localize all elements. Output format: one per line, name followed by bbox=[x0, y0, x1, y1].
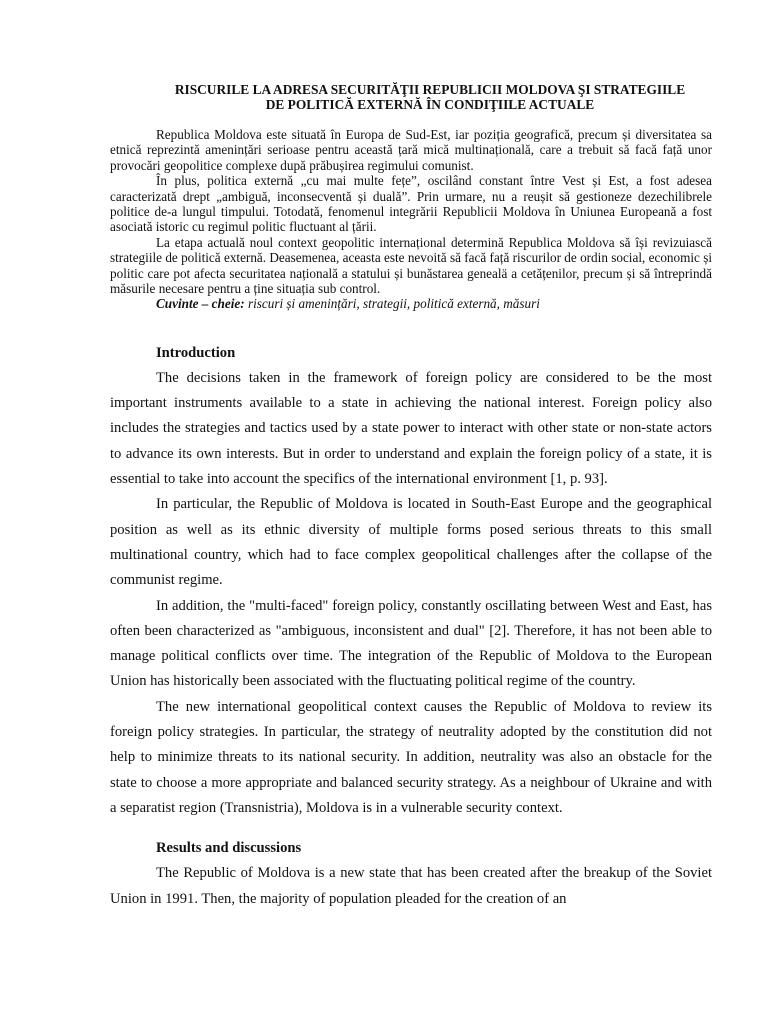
body-paragraph: In addition, the "multi-faced" foreign policy, constantly oscillating between West and East, has often been characterized as "ambiguous, inconsistent and dual" [2]. Therefore, it has not been able to manage political conflicts over time. The integration of the Republic of Moldova to the European Union has historically been associated with the fluctuating political regime of the country. bbox=[110, 597, 712, 690]
body-paragraph: In particular, the Republic of Moldova is located in South-East Europe and the geographical position as well as its ethnic diversity of multiple forms posed serious threats to this small multinational country, which had to face complex geopolitical challenges after the collapse of the communist regime. bbox=[110, 496, 712, 589]
keywords-text: riscuri și amenințări, strategii, politică externă, măsuri bbox=[247, 296, 540, 312]
keywords-label: Cuvinte – cheie: bbox=[156, 296, 245, 312]
title-line-2: DE POLITICĂ EXTERNĂ ÎN CONDIŢIILE ACTUALE bbox=[265, 97, 595, 112]
document-page bbox=[110, 82, 712, 912]
body-paragraph: The new international geopolitical context causes the Republic of Moldova to review its foreign policy strategies. In particular, the strategy of neutrality adopted by the constitution did not help to minimize threats to its national security. In addition, neutrality was also an obstacle for the state to choose a more appropriate and balanced security strategy. As a neighbour of Ukraine and with a separatist region (Transnistria), Moldova is in a vulnerable security context. bbox=[110, 698, 712, 816]
introduction-section bbox=[110, 341, 712, 821]
keywords bbox=[110, 296, 712, 311]
section-heading-introduction: Introduction bbox=[156, 344, 236, 361]
abstract-paragraph: La etapa actuală noul context geopolitic internațional determină Republica Moldova să își revizuiască strategiile de politică externă. Deasemenea, aceasta este nevoită să facă față riscurilor de ordin social, economic și politic care pot afecta securitatea națională a statului și bunăstarea genealä a cetățenilor, precum și să întreprindă măsurile necesare pentru a ține situația sub control. bbox=[110, 234, 712, 297]
romanian-abstract bbox=[110, 127, 712, 312]
abstract-paragraph: În plus, politica externă „cu mai multe fețe”, oscilând constant între Vest și Est, a fost adesea caracterizată drept „ambiguă, inconsecventă și duală”. Prin urmare, nu a reușit să gestioneze dezechilibrele politice de-a lungul timpului. Totodată, fenomenul integrării Republicii Moldova în Uniunea Europeană a fost asociată istoric cu regimul politic fluctuant al țării. bbox=[110, 173, 712, 235]
section-heading-results: Results and discussions bbox=[156, 840, 302, 857]
body-paragraph: The Republic of Moldova is a new state that has been created after the breakup of the Soviet Union in 1991. Then, the majority of population pleaded for the creation of an bbox=[110, 865, 712, 907]
body-paragraph: The decisions taken in the framework of foreign policy are considered to be the most important instruments available to a state in achieving the national interest. Foreign policy also includes the strategies and tactics used by a state power to interact with other state or non-state actors to advance its own interests. But in order to understand and explain the foreign policy of a state, it is essential to take into account the specifics of the international environment [1, p. 93]. bbox=[110, 369, 712, 488]
results-section bbox=[110, 836, 712, 912]
paper-title bbox=[110, 82, 712, 112]
abstract-paragraph: Republica Moldova este situată în Europa de Sud-Est, iar poziția geografică, precum și diversitatea sa etnică reprezintă amenințări serioase pentru această țară mică multinațională, care a trebuit să facă față unor provocări geopolitice complexe după prăbușirea regimului comunist. bbox=[110, 127, 712, 173]
title-line-1: RISCURILE LA ADRESA SECURITĂŢII REPUBLICII MOLDOVA ŞI STRATEGIILE bbox=[174, 82, 686, 97]
